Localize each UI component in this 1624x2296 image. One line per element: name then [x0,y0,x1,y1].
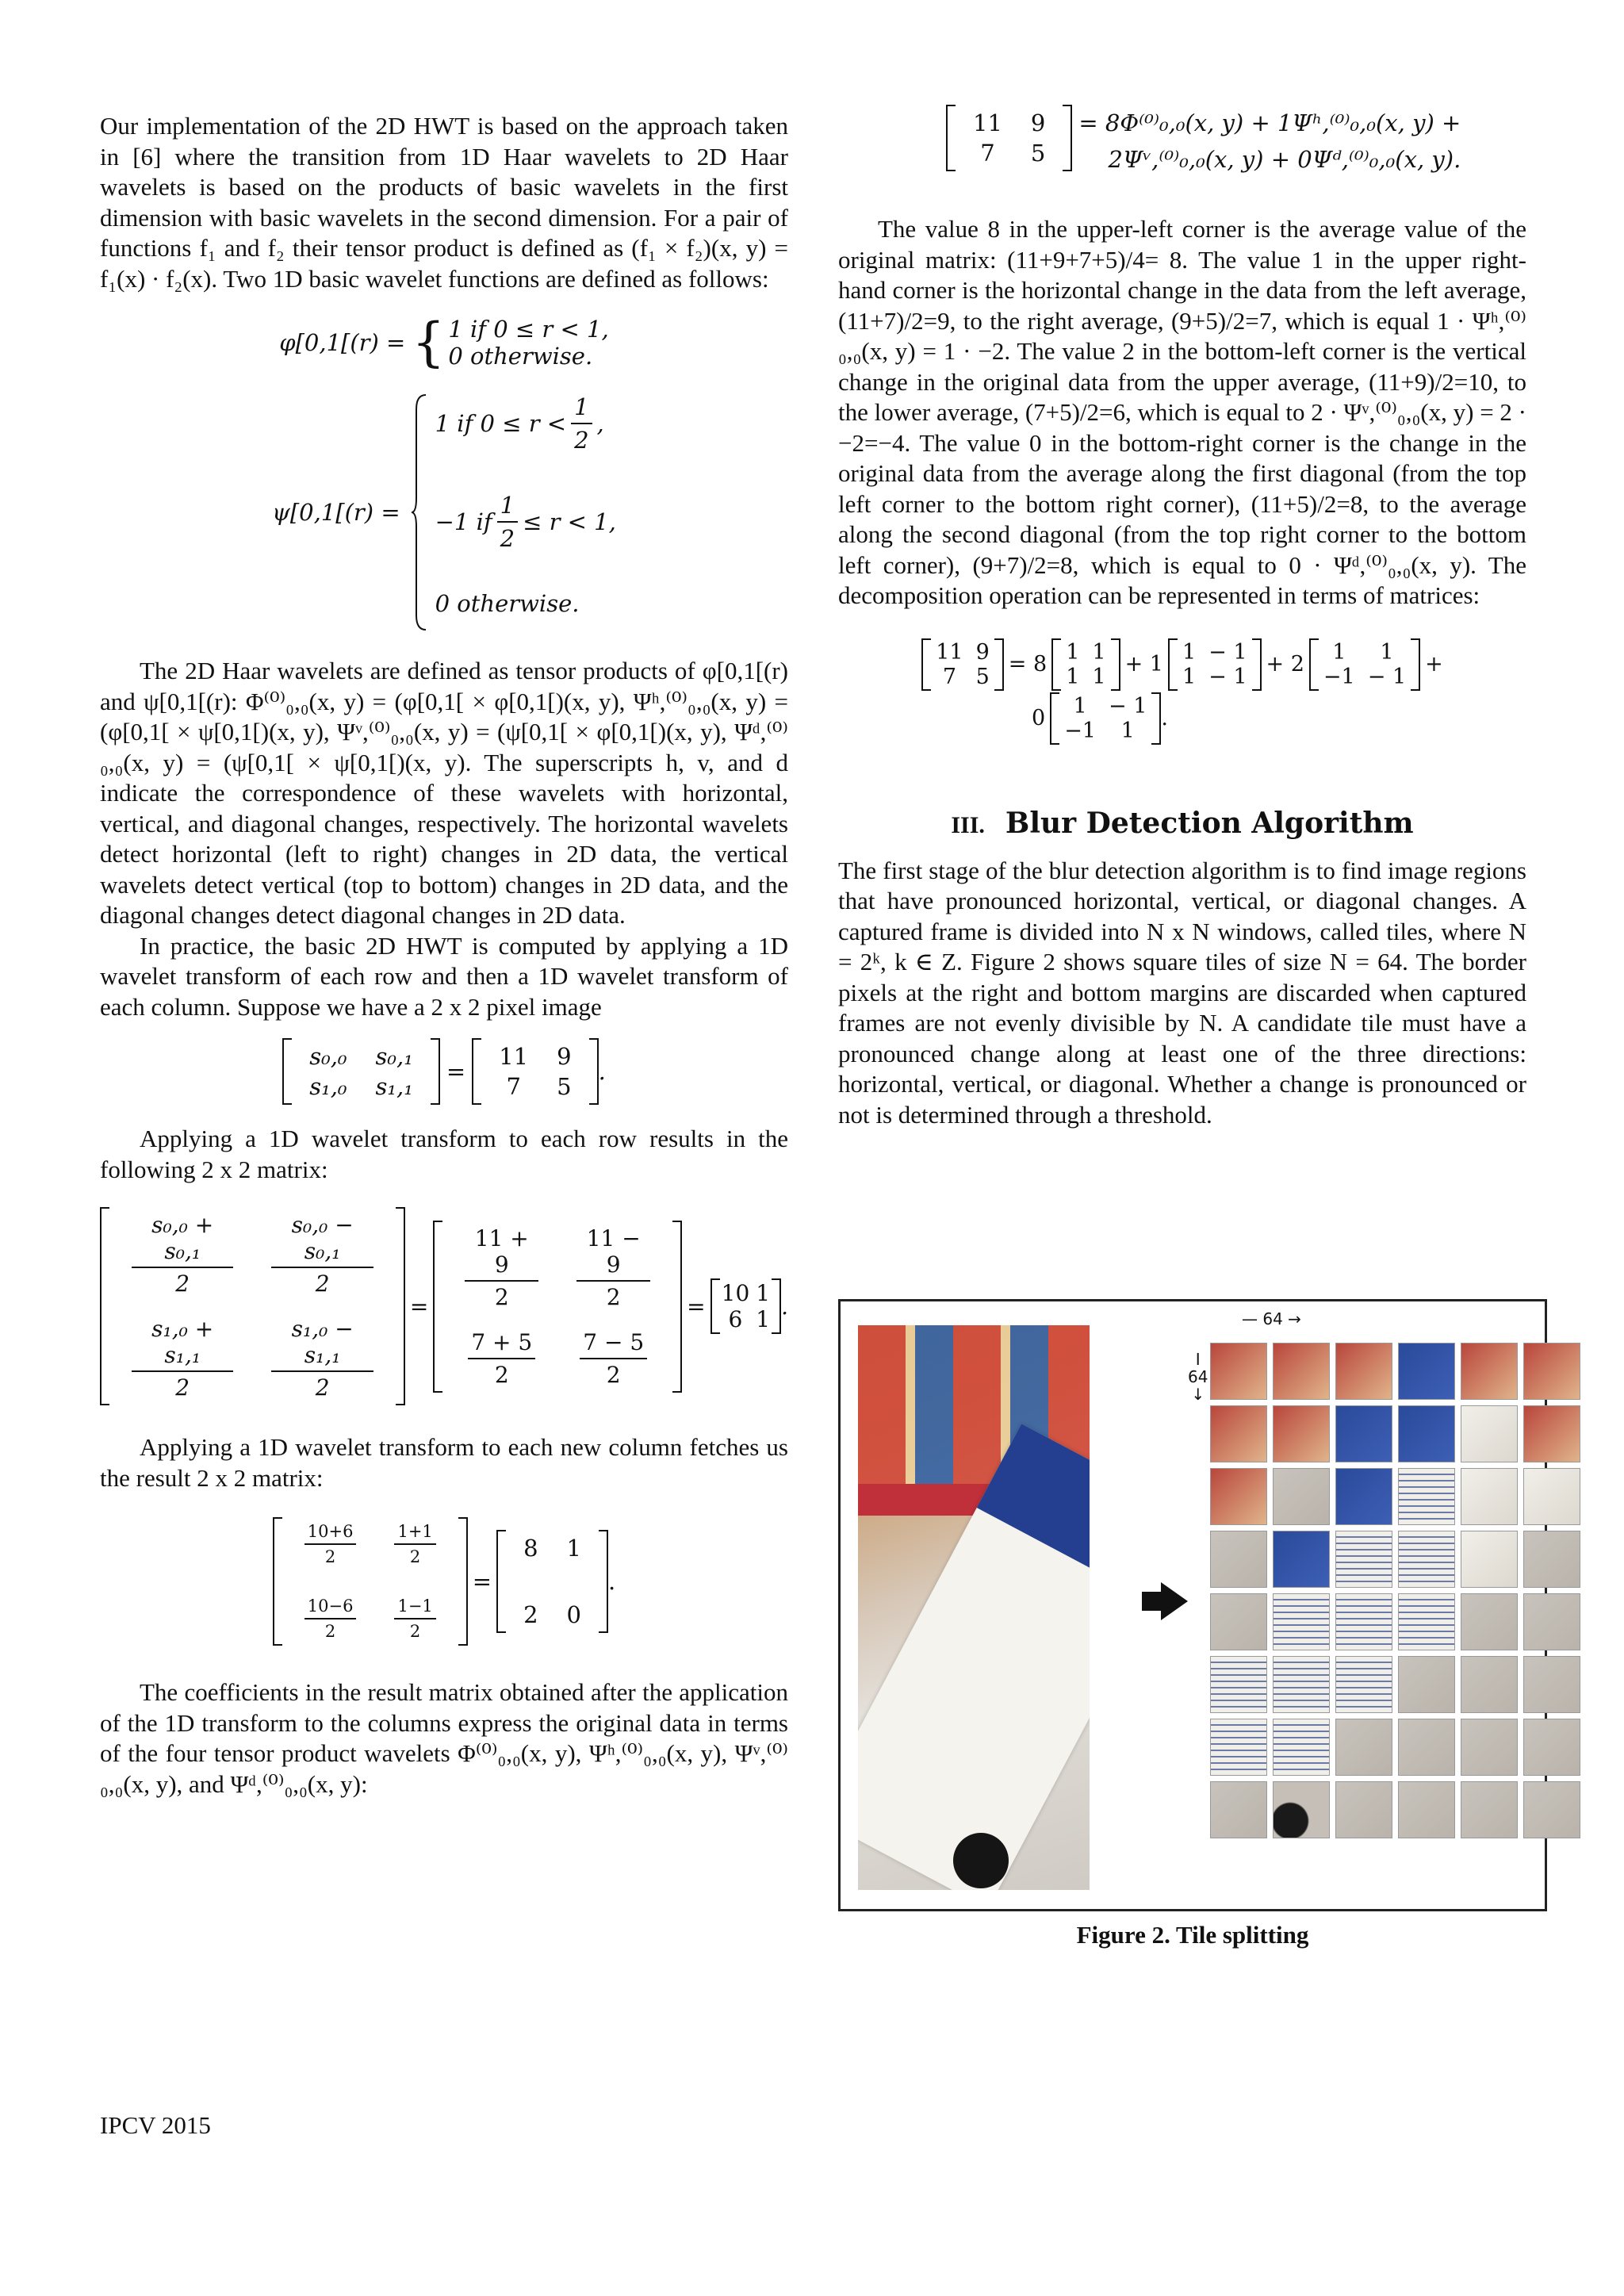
equation-psi [100,389,788,635]
psi-case-1a: 1 if 0 ≤ r < [435,410,567,437]
matrix-values: 11 9 7 5 [472,1038,598,1105]
tile [1461,1405,1518,1462]
equation-phi [100,312,788,373]
tile [1461,1656,1518,1713]
equation-column-transform: $\frac{10+6}{2}$ $\frac{1+1}{2}$ $\frac{10-6}{2}$ $\frac{1-1}{2}$ = 8 1 2 0 . [100,1517,788,1646]
figure-photo [858,1325,1090,1890]
equation-pixel-image: s₀,₀ s₀,₁ s₁,₀ s₁,₁ = 11 9 7 5 . [100,1038,788,1105]
paragraph-practice: In practice, the basic 2D HWT is computed by applying a 1D wavelet transform of each row and then a 1D wavelet transform of each column. Suppose we have a 2 x 2 pixel image [100,931,788,1021]
tile [1398,1343,1455,1400]
dimension-label-vertical: I 64 ↓ [1188,1350,1208,1404]
psi-case-1b: , [596,410,604,437]
tile [1210,1593,1267,1650]
tile [1335,1468,1392,1525]
psi-case-2a: −1 if [435,508,492,535]
tile [1210,1781,1267,1838]
tile [1523,1343,1580,1400]
tile [1398,1531,1455,1588]
dm-matrix-1: 1 1 1 1 [1051,638,1120,691]
equation-matrix-decomposition: 11 9 7 5 = 8 1 1 1 1 + 1 1 − 1 1 − 1 + 2 1 1 −1 − 1 + 0 1 − 1 −1 1 . [838,638,1526,745]
equation-row-transform: $\frac{\text{s₀,₀ + s₀,₁}}{2}$ $\frac{\text{s₀,₀ − s₀,₁}}{2}$ $\frac{\text{s₁,₀ + s₁,₁}}{2}$ $\frac{\text{s₁,₀ − s₁,₁}}{2}$ = $\frac{11 + 9}{2}$ $\frac{11 - 9}{2}$ $\frac{7 + 5}{2}$ $\frac{7 - 5}{2}$ = 10 1 6 1 . [100,1207,788,1405]
matrix-column-result: 8 1 2 0 [496,1530,608,1633]
tile [1523,1593,1580,1650]
tile [1273,1593,1330,1650]
tile [1210,1531,1267,1588]
tile [1273,1656,1330,1713]
tile [1273,1468,1330,1525]
figure-tile-splitting [838,1299,1547,1911]
tile [1398,1781,1455,1838]
paragraph-tensor-product: Our implementation of the 2D HWT is based on the approach taken in [6] where the transition from 1D Haar wavelets to 2D Haar wavelets is based on the products of basic wavelets in the first dimension with basic wavelets in the second dimension. For a pair of functions f₁ and f₂ their tensor product is defined as (f₁ × f₂)(x, y) = f₁(x) · f₂(x). Two 1D basic wavelet functions are defined as follows: [100,112,788,293]
dimension-label-horizontal: — 64 → [1242,1309,1301,1328]
tile [1273,1781,1330,1838]
tile [1273,1343,1330,1400]
tile [1335,1719,1392,1776]
tile [1523,1719,1580,1776]
dm-matrix-2: 1 − 1 1 − 1 [1168,638,1262,691]
decomposition-line-2: 2Ψᵛ,⁽⁰⁾₀,₀(x, y) + 0Ψᵈ,⁽⁰⁾₀,₀(x, y). [1108,146,1461,173]
matrix-column-fractions: $\frac{10+6}{2}$ $\frac{1+1}{2}$ $\frac{10-6}{2}$ $\frac{1-1}{2}$ [273,1517,468,1646]
tile [1273,1531,1330,1588]
tile [1335,1343,1392,1400]
left-column [100,111,788,1800]
paragraph-2d-haar: The 2D Haar wavelets are defined as tensor products of φ[0,1[(r) and ψ[0,1[(r): Φ⁽⁰⁾₀,₀(x, y) = (φ[0,1[ × φ[0,1[)(x, y), Ψʰ,⁽⁰⁾₀,₀(x, y) = (φ[0,1[ × ψ[0,1[)(x, y), Ψᵛ,⁽⁰⁾₀,₀(x, y) = (ψ[0,1[ × φ[0,1[)(x, y), Ψᵈ,⁽⁰⁾₀,₀(x, y) = (ψ[0,1[ × ψ[0,1[)(x, y). The superscripts h, v, and d indicate the correspondence of these wavelets with horizontal, vertical, and diagonal changes, respectively. The horizontal wavelets detect horizontal (left to right) changes in 2D data, the vertical wavelets detect vertical (top to bottom) changes in 2D data, and the diagonal changes detect diagonal changes in 2D data. [100,657,788,929]
figure-caption: Figure 2. Tile splitting [1076,1921,1309,1949]
section-heading [838,807,1526,840]
tile [1461,1781,1518,1838]
tile [1335,1531,1392,1588]
dm-matrix-4: 1 − 1 −1 1 [1050,692,1161,745]
dm-matrix-3: 1 1 −1 − 1 [1309,638,1420,691]
paragraph-row-transform: Applying a 1D wavelet transform to each row results in the following 2 x 2 matrix: [100,1125,788,1183]
tile [1210,1468,1267,1525]
paragraph-value-explanation: The value 8 in the upper-left corner is the average value of the original matrix: (11+9+7+5)/4= 8. The value 1 in the upper right-hand corner is the horizontal change in the data from the left average, (11+7)/2=9, to the right average, (9+5)/2=7, which is equal 1 · Ψʰ,⁽⁰⁾₀,₀(x, y) = 1 · −2. The value 2 in the bottom-left corner is the vertical change in the original data from the upper average, (11+9)/2=10, to the lower average, (7+5)/2=6, which is equal to 2 · Ψᵛ,⁽⁰⁾₀,₀(x, y) = 2 · −2=−4. The value 0 in the bottom-right corner is the change in the original data from the average along the first diagonal (from the top left corner to the bottom right corner), (11+5)/2=8, to the average along the second diagonal (from the top right corner to the bottom left corner), (9+7)/2=8, which is equal to 0 · Ψᵈ,⁽⁰⁾₀,₀(x, y). The decomposition operation can be represented in terms of matrices: [838,215,1526,609]
tile [1461,1343,1518,1400]
tile [1210,1405,1267,1462]
phi-lhs: φ[0,1[(r) = [279,329,406,356]
tile [1210,1656,1267,1713]
fraction-half-2: $\frac{1}{2}$ [497,492,518,552]
tile [1398,1468,1455,1525]
matrix-original: 11 9 7 5 [946,105,1072,171]
psi-lhs: ψ[0,1[(r) = [272,499,400,526]
tile [1523,1468,1580,1525]
tile [1461,1593,1518,1650]
psi-case-3: 0 otherwise. [435,590,580,617]
matrix-row-result: 10 1 6 1 [710,1278,781,1334]
section-number: III. [951,811,985,838]
tile [1335,1656,1392,1713]
tile [1273,1719,1330,1776]
tile [1335,1405,1392,1462]
tile-grid [1210,1343,1580,1838]
matrix-row-symbolic: $\frac{\text{s₀,₀ + s₀,₁}}{2}$ $\frac{\text{s₀,₀ − s₀,₁}}{2}$ $\frac{\text{s₁,₀ + s₁,₁}}{2}$ $\frac{\text{s₁,₀ − s₁,₁}}{2}$ [100,1207,405,1405]
fraction-half-1: $\frac{1}{2}$ [571,393,592,454]
paragraph-coefficients: The coefficients in the result matrix obtained after the application of the 1D transform to the columns express the original data in terms of the four tensor product wavelets Φ⁽⁰⁾₀,₀(x, y), Ψʰ,⁽⁰⁾₀,₀(x, y), Ψᵛ,⁽⁰⁾₀,₀(x, y), and Ψᵈ,⁽⁰⁾₀,₀(x, y): [100,1678,788,1798]
decomposition-line-1: = 8Φ⁽⁰⁾₀,₀(x, y) + 1Ψʰ,⁽⁰⁾₀,₀(x, y) + [1078,109,1461,136]
phi-case-2: 0 otherwise. [448,343,593,370]
tile [1461,1468,1518,1525]
paragraph-blur-detection: The first stage of the blur detection algorithm is to find image regions that have pronounced horizontal, vertical, or diagonal changes. A captured frame is divided into N x N windows, called tiles, where N = 2ᵏ, k ∈ Z. Figure 2 shows square tiles of size N = 64. The border pixels at the right and bottom margins are discarded when captured frames are not evenly divisible by N. A candidate tile must have a pronounced change along at least one of the three directions: horizontal, vertical, or diagonal. Whether a change is pronounced or not is determined through a threshold. [838,856,1526,1129]
tile [1461,1719,1518,1776]
paragraph-column-transform: Applying a 1D wavelet transform to each new column fetches us the result 2 x 2 matrix: [100,1433,788,1492]
tile [1335,1593,1392,1650]
phi-case-1: 1 if 0 ≤ r < 1, [448,316,609,343]
psi-case-2b: ≤ r < 1, [523,508,616,535]
tile [1398,1656,1455,1713]
tile [1523,1531,1580,1588]
phi-brace-icon: { [412,312,446,373]
tile [1398,1593,1455,1650]
footer-conference: IPCV 2015 [100,2111,211,2139]
tile [1273,1405,1330,1462]
dm-matrix-0: 11 9 7 5 [921,638,1004,691]
tile [1461,1531,1518,1588]
tile [1398,1719,1455,1776]
tile [1210,1343,1267,1400]
tile [1523,1781,1580,1838]
tile [1335,1781,1392,1838]
tile [1523,1405,1580,1462]
tile [1398,1405,1455,1462]
section-title: Blur Detection Algorithm [1005,806,1414,840]
equation-decomposition-top [838,105,1526,178]
tile [1210,1719,1267,1776]
tile [1523,1656,1580,1713]
psi-brace-icon [412,393,427,631]
matrix-row-numeric: $\frac{11 + 9}{2}$ $\frac{11 - 9}{2}$ $\frac{7 + 5}{2}$ $\frac{7 - 5}{2}$ [433,1221,682,1393]
right-column [838,105,1526,1130]
matrix-symbolic: s₀,₀ s₀,₁ s₁,₀ s₁,₁ [282,1038,440,1105]
